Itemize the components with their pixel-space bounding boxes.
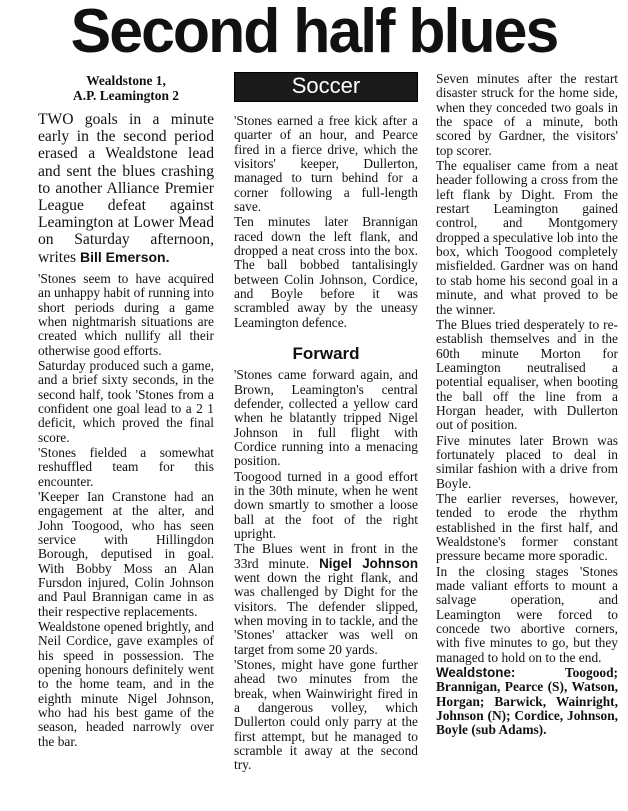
- team-lineup: [436, 666, 618, 738]
- col3-paragraph: The earlier reverses, however, tended to erode the rhythm established in the first half, and Wealdstone's former constant pressure became more sporadic.: [436, 490, 618, 564]
- headline: Second half blues: [70, 0, 558, 66]
- goal-text-before: The Blues went in front in the 33rd minute.: [234, 541, 418, 571]
- goal-text-after: went down the right flank, and was challenged by Dight for the visitors. The defender slipped, when moving in to tackle, and the 'Stones' attacker was well on target from some 20 yards.: [234, 569, 418, 657]
- subheading: Forward: [292, 344, 360, 364]
- col1-paragraph: Saturday produced such a game, and a brief sixty seconds, in the second half, took 'Stones from a confident one goal lead to a 2 1 deficit, which proved the final score.: [38, 357, 214, 445]
- column-3: [436, 72, 618, 808]
- col3-paragraph: In the closing stages 'Stones made valiant efforts to mount a salvage operation, and Leamington were forced to concede two abortive corners, with five minutes to go, but they managed to hold on to the end.: [436, 563, 618, 665]
- lead-text: TWO goals in a minute early in the second period erased a Wealdstone lead and sent the blues crashing to another Alliance Premier League defeat against Leamington at Lower Mead on Saturday afternoon, writes: [38, 111, 214, 266]
- team-players: Toogood; Brannigan, Pearce (S), Watson, Horgan; Barwick, Wainright, Johnson (N); Cordice, Johnson, Boyle (sub Adams).: [436, 665, 618, 738]
- col2-paragraph: 'Stones came forward again, and Brown, Leamington's central defender, collected a yellow card when he blatantly tripped Nigel Johnson in full flight with Cordice running into a menacing position.: [234, 367, 418, 469]
- scorer-name: Nigel Johnson: [319, 555, 418, 571]
- col1-paragraph: 'Stones fielded a somewhat reshuffled team for this encounter.: [38, 444, 214, 489]
- team-label: Wealdstone:: [436, 665, 516, 681]
- col2-paragraph: 'Stones, might have gone further ahead two minutes from the break, when Wainwiright fired in a dangerous volley, which Dullerton could only parry at the first attempt, but he managed to scramble it away at the second try.: [234, 657, 418, 773]
- column-1: [38, 72, 214, 808]
- col3-paragraph: Five minutes later Brown was fortunately placed to deal in similar fashion with a drive from Boyle.: [436, 432, 618, 491]
- col2-paragraph: Ten minutes later Brannigan raced down the left flank, and dropped a neat cross into the box. The ball bobbed tantalisingly between Colin Johnson, Cordice, and Boyle before it was scrambled away by the uneasy Leamington defence.: [234, 214, 418, 330]
- col1-paragraph: 'Keeper Ian Cranstone had an engagement at the alter, and John Toogood, who has seen service with Hillingdon Borough, deputised in goal. With Bobby Moss an Alan Fursdon injured, Colin Johnson and Paul Brannigan came in as their respective replacements.: [38, 488, 214, 619]
- col2-paragraph: 'Stones earned a free kick after a quarter of an hour, and Pearce fired in a fierce drive, which the visitors' keeper, Dullerton, managed to turn behind for a corner following a full-length save.: [234, 113, 418, 215]
- col1-paragraph: Wealdstone opened brightly, and Neil Cordice, gave examples of his speed in possession. The opening honours definitely went to the home team, and in the eighth minute Nigel Johnson, who had his best game of the season, headed narrowly over the bar.: [38, 619, 214, 749]
- lead-paragraph: [38, 111, 214, 266]
- byline: Bill Emerson.: [80, 248, 170, 265]
- result-home: Wealdstone 1,: [86, 73, 166, 88]
- col3-paragraph: The Blues tried desperately to re-establish themselves and in the 60th minute Morton for Leamington neutralised a potential equaliser, when booting the ball off the line from a Horgan header, with Dullerton out of position.: [436, 316, 618, 433]
- col3-paragraph: Seven minutes after the restart disaster struck for the home side, when they conceded two goals in the space of a minute, both scored by Gardner, the visitors' top scorer.: [436, 72, 618, 158]
- column-2: [234, 72, 418, 808]
- match-result: [38, 74, 214, 103]
- col2-paragraph-goal: [234, 542, 418, 657]
- col2-paragraph: Toogood turned in a good effort in the 30th minute, when he went down smartly to smother a loose ball at the foot of the right upright.: [234, 468, 418, 541]
- col1-paragraph: 'Stones seem to have acquired an unhappy habit of running into short periods during a game when nightmarish situations are created which nullify all their otherwise good efforts.: [38, 270, 214, 358]
- result-away: A.P. Leamington 2: [73, 87, 179, 103]
- col3-paragraph: The equaliser came from a neat header following a cross from the left flank by Dight. From the restart Leamington gained control, and Montgomery dropped a speculative lob into the box, which Toogood completely misfielded. Gardner was on hand to stab home his second goal in a minute, and what proved to be the winner.: [436, 158, 618, 317]
- section-label: Soccer: [234, 72, 418, 102]
